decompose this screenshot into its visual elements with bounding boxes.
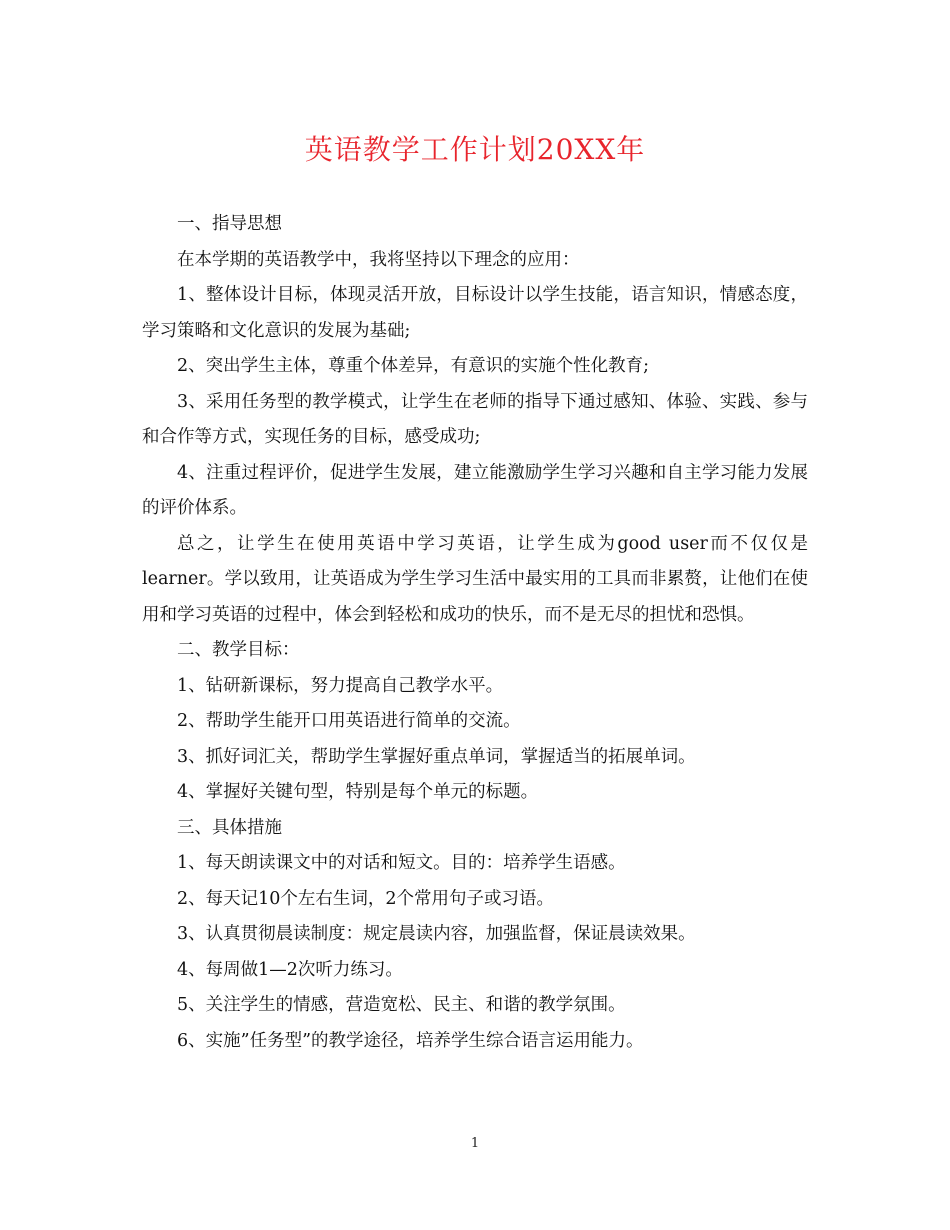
page-number: 1 [470,1136,480,1151]
paragraph: 在本学期的英语教学中，我将坚持以下理念的应用： [177,249,580,270]
paragraph: 4、掌握好关键句型，特别是每个单元的标题。 [177,782,539,802]
paragraph: 3、认真贯彻晨读制度：规定晨读内容，加强监督，保证晨读效果。 [177,924,696,944]
paragraph: 6、实施”任务型”的教学途径，培养学生综合语言运用能力。 [177,1030,644,1051]
paragraph: 4、注重过程评价，促进学生发展，建立能激励学生学习兴趣和自主学习能力发展的评价体系。 [142,462,808,518]
paragraph: 4、每周做1—2次听力练习。 [177,959,403,980]
section-heading-measures: 三、具体措施 [177,817,282,838]
paragraph: 5、关注学生的情感，营造宽松、民主、和谐的教学氛围。 [177,995,626,1015]
document-title: 英语教学工作计划20XX年 [304,133,646,166]
paragraph: 1、每天朗读课文中的对话和短文。目的：培养学生语感。 [177,853,626,873]
paragraph: 总之，让学生在使用英语中学习英语，让学生成为good user而不仅仅是learner。学以致用，让英语成为学生学习生活中最实用的工具而非累赘，让他们在使用和学习英语的过程中，体会到轻松和成功的快乐，而不是无尽的担忧和恐惧。 [142,533,808,625]
document-body [142,207,808,1059]
paragraph: 2、每天记10个左右生词，2个常用句子或习语。 [177,888,555,909]
section-heading-teaching-goals: 二、教学目标： [177,640,300,660]
paragraph: 3、采用任务型的教学模式，让学生在老师的指导下通过感知、体验、实践、参与和合作等方式，实现任务的目标，感受成功; [142,391,808,447]
paragraph: 2、突出学生主体，尊重个体差异，有意识的实施个性化教育; [177,356,650,376]
paragraph: 1、整体设计目标，体现灵活开放，目标设计以学生技能，语言知识，情感态度，学习策略和文化意识的发展为基础; [142,285,808,341]
paragraph: 2、帮助学生能开口用英语进行简单的交流。 [177,711,521,731]
paragraph: 3、抓好词汇关，帮助学生掌握好重点单词，掌握适当的拓展单词。 [177,746,696,767]
paragraph: 1、钻研新课标，努力提高自己教学水平。 [177,675,504,696]
section-heading-guiding-thought: 一、指导思想 [177,214,282,234]
